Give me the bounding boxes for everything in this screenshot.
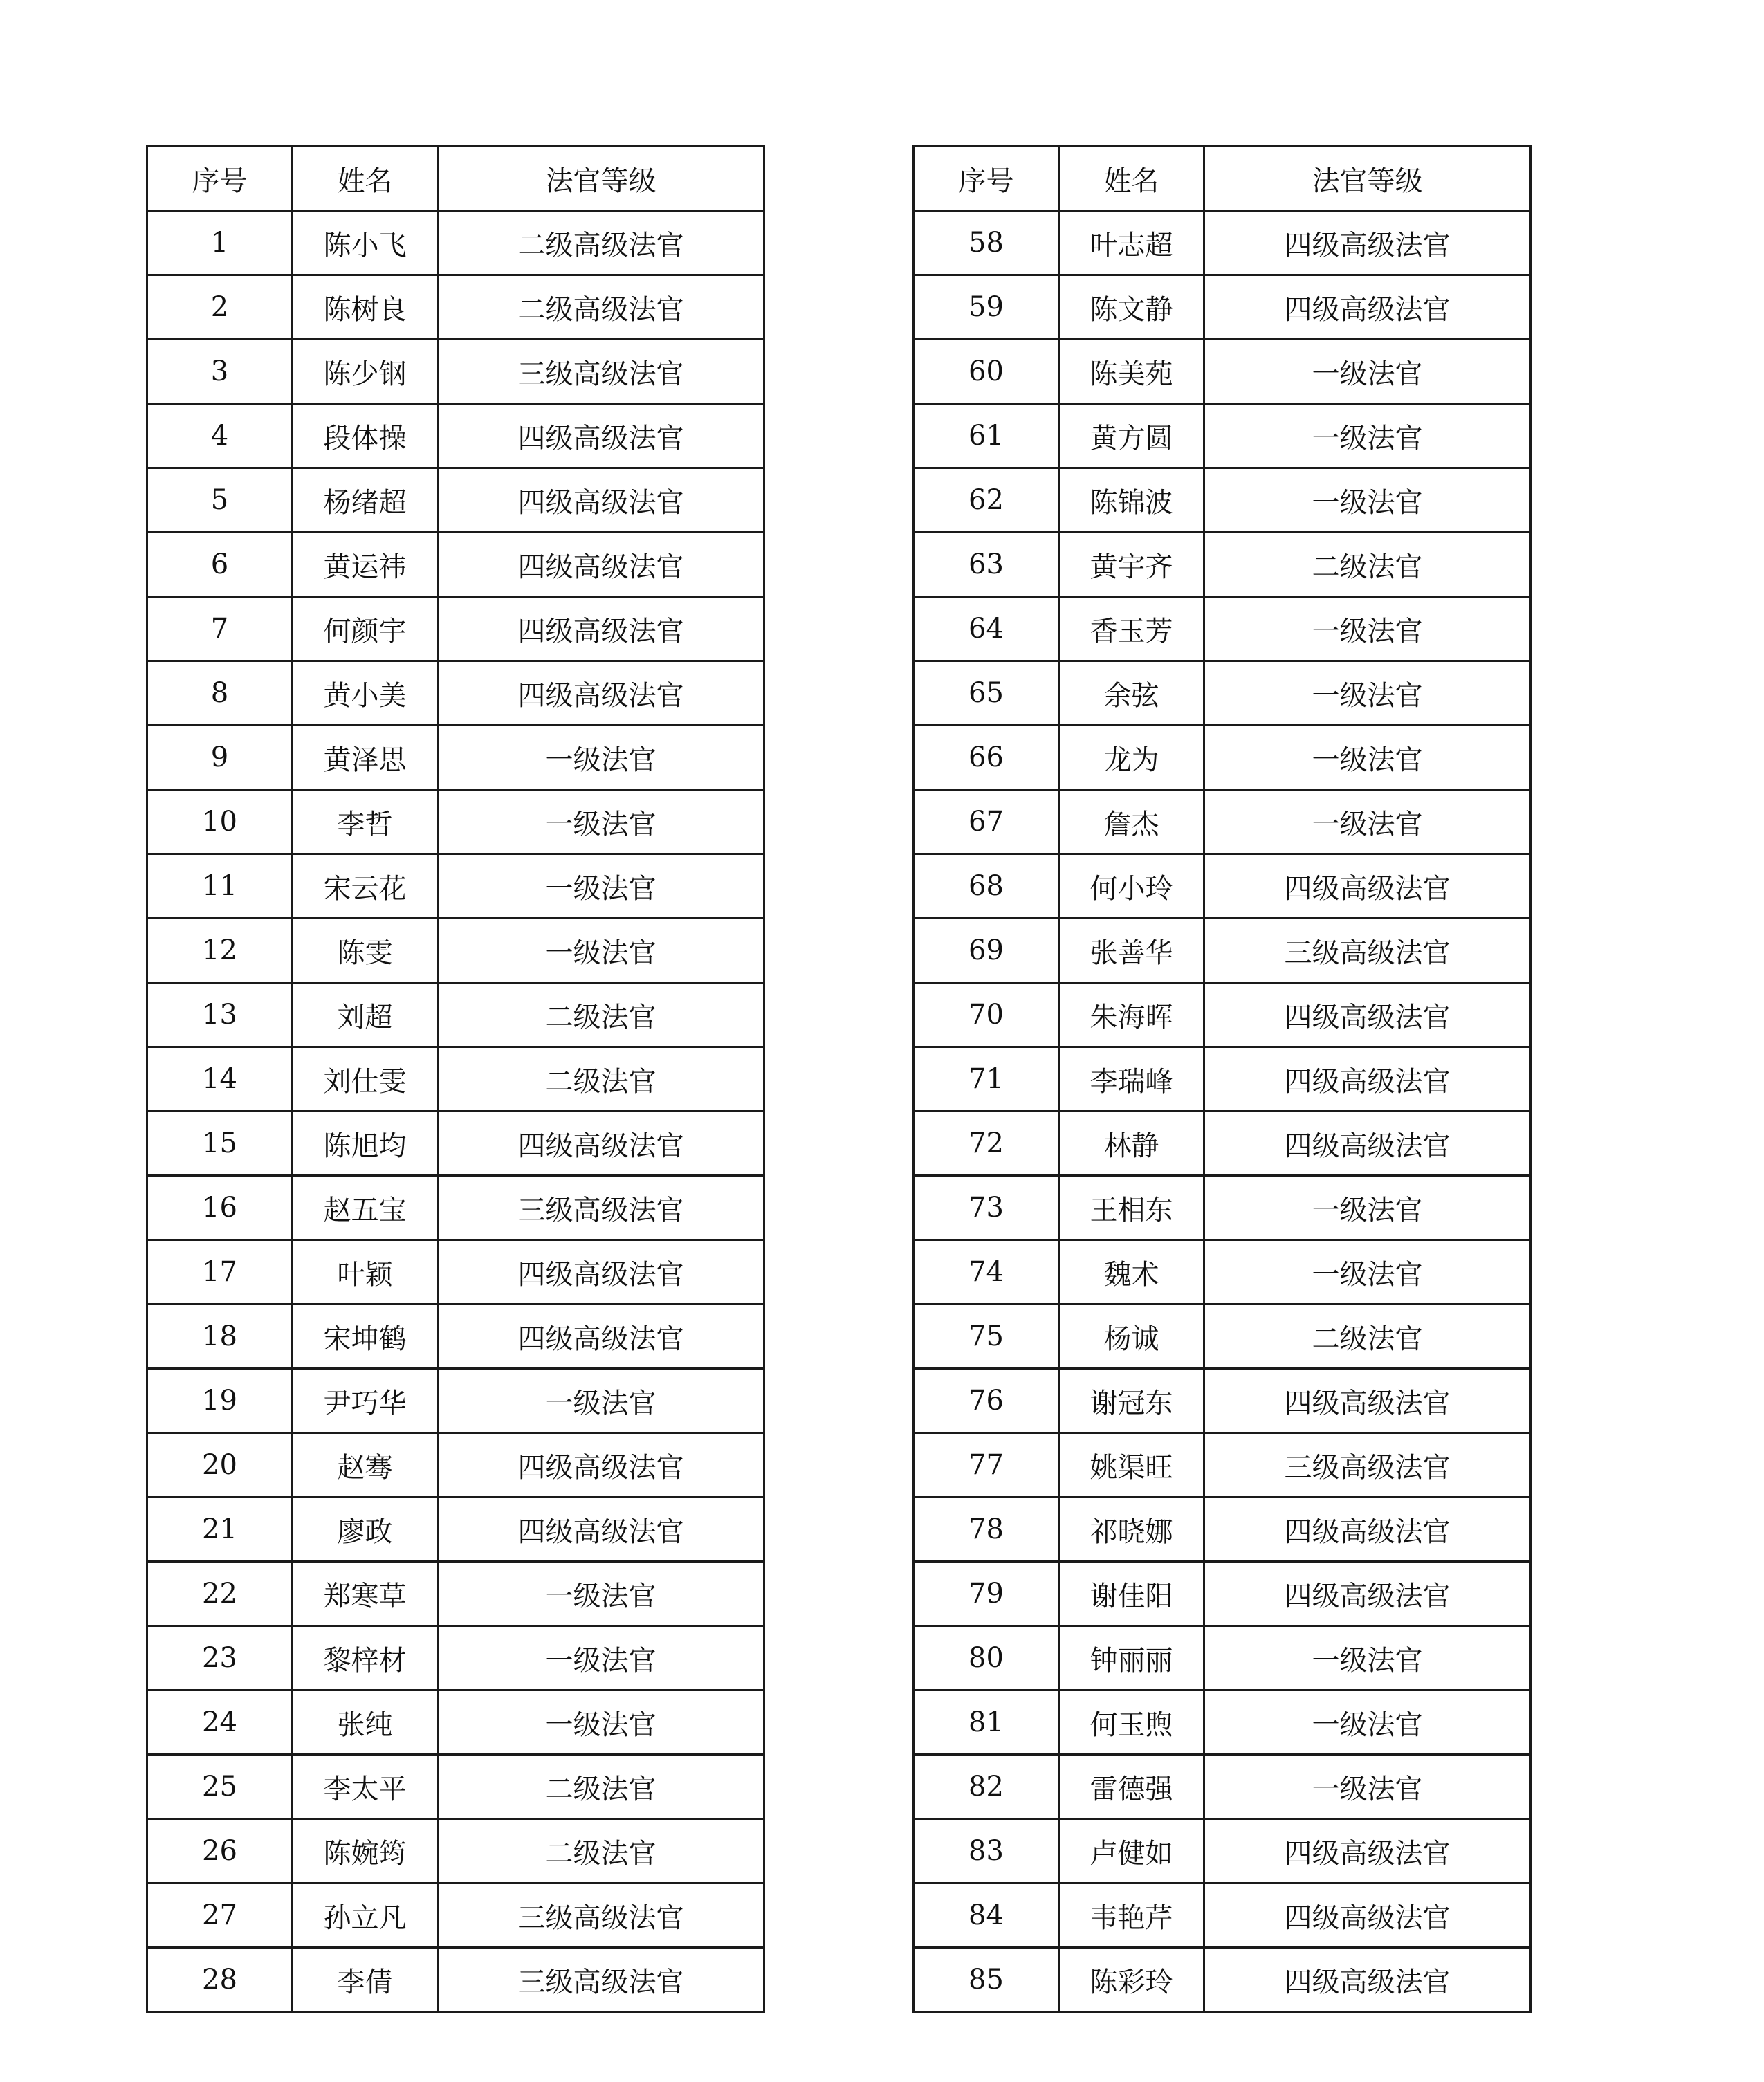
cell-name: 陈文静	[1059, 275, 1204, 340]
cell-judge-level: 四级高级法官	[438, 1498, 764, 1562]
cell-name: 刘仕雯	[293, 1047, 438, 1112]
cell-serial-number: 5	[147, 468, 293, 533]
cell-serial-number: 24	[147, 1691, 293, 1755]
table-row	[914, 1948, 1531, 2012]
cell-judge-level: 四级高级法官	[438, 404, 764, 468]
table-row	[914, 404, 1531, 468]
table-row	[914, 1047, 1531, 1112]
cell-judge-level: 四级高级法官	[1204, 1498, 1531, 1562]
table-row	[914, 1691, 1531, 1755]
table-row	[914, 1176, 1531, 1240]
cell-judge-level: 四级高级法官	[1204, 1948, 1531, 2012]
cell-judge-level: 一级法官	[1204, 661, 1531, 726]
cell-name: 龙为	[1059, 726, 1204, 790]
cell-serial-number: 61	[914, 404, 1059, 468]
cell-serial-number: 68	[914, 854, 1059, 919]
table-row	[914, 1819, 1531, 1883]
table-header-row	[147, 147, 764, 211]
cell-name: 张善华	[1059, 919, 1204, 983]
cell-name: 魏术	[1059, 1240, 1204, 1305]
cell-name: 姚渠旺	[1059, 1433, 1204, 1498]
table-row	[914, 1433, 1531, 1498]
cell-judge-level: 三级高级法官	[1204, 1433, 1531, 1498]
cell-serial-number: 78	[914, 1498, 1059, 1562]
cell-judge-level: 一级法官	[1204, 1240, 1531, 1305]
cell-judge-level: 四级高级法官	[438, 1433, 764, 1498]
cell-name: 叶颖	[293, 1240, 438, 1305]
cell-name: 刘超	[293, 983, 438, 1047]
cell-judge-level: 二级法官	[438, 983, 764, 1047]
cell-name: 李瑞峰	[1059, 1047, 1204, 1112]
cell-name: 陈锦波	[1059, 468, 1204, 533]
cell-serial-number: 26	[147, 1819, 293, 1883]
cell-serial-number: 25	[147, 1755, 293, 1819]
cell-judge-level: 一级法官	[1204, 1626, 1531, 1691]
cell-judge-level: 四级高级法官	[1204, 1819, 1531, 1883]
table-row	[147, 1369, 764, 1433]
cell-serial-number: 66	[914, 726, 1059, 790]
cell-name: 赵五宝	[293, 1176, 438, 1240]
cell-judge-level: 二级高级法官	[438, 275, 764, 340]
table-row	[914, 340, 1531, 404]
cell-judge-level: 三级高级法官	[438, 1883, 764, 1948]
cell-judge-level: 二级法官	[438, 1819, 764, 1883]
cell-name: 王相东	[1059, 1176, 1204, 1240]
table-row	[147, 1883, 764, 1948]
cell-serial-number: 6	[147, 533, 293, 597]
cell-serial-number: 85	[914, 1948, 1059, 2012]
cell-judge-level: 四级高级法官	[1204, 1112, 1531, 1176]
table-row	[147, 726, 764, 790]
header-name: 姓名	[1059, 147, 1204, 211]
cell-judge-level: 二级法官	[438, 1047, 764, 1112]
table-row	[147, 983, 764, 1047]
cell-name: 陈彩玲	[1059, 1948, 1204, 2012]
table-row	[147, 661, 764, 726]
cell-name: 雷德强	[1059, 1755, 1204, 1819]
cell-judge-level: 四级高级法官	[438, 597, 764, 661]
cell-judge-level: 一级法官	[438, 1626, 764, 1691]
cell-judge-level: 一级法官	[1204, 1176, 1531, 1240]
cell-name: 尹巧华	[293, 1369, 438, 1433]
table-row	[147, 1047, 764, 1112]
table-row	[914, 275, 1531, 340]
cell-serial-number: 21	[147, 1498, 293, 1562]
cell-judge-level: 一级法官	[438, 919, 764, 983]
header-judge-level: 法官等级	[1204, 147, 1531, 211]
cell-judge-level: 一级法官	[438, 790, 764, 854]
cell-judge-level: 四级高级法官	[1204, 275, 1531, 340]
cell-name: 谢佳阳	[1059, 1562, 1204, 1626]
header-serial-number: 序号	[914, 147, 1059, 211]
cell-serial-number: 84	[914, 1883, 1059, 1948]
table-row	[147, 1433, 764, 1498]
table-row	[147, 1948, 764, 2012]
cell-name: 黄小美	[293, 661, 438, 726]
cell-name: 黄方圆	[1059, 404, 1204, 468]
cell-name: 谢冠东	[1059, 1369, 1204, 1433]
cell-serial-number: 8	[147, 661, 293, 726]
cell-serial-number: 73	[914, 1176, 1059, 1240]
cell-serial-number: 69	[914, 919, 1059, 983]
table-row	[147, 533, 764, 597]
cell-serial-number: 70	[914, 983, 1059, 1047]
cell-judge-level: 一级法官	[1204, 1755, 1531, 1819]
cell-serial-number: 71	[914, 1047, 1059, 1112]
judge-table-left	[146, 145, 765, 2013]
cell-serial-number: 81	[914, 1691, 1059, 1755]
table-row	[914, 211, 1531, 275]
cell-name: 陈婉筠	[293, 1819, 438, 1883]
cell-judge-level: 四级高级法官	[1204, 1562, 1531, 1626]
table-row	[147, 1626, 764, 1691]
cell-judge-level: 四级高级法官	[1204, 1047, 1531, 1112]
cell-name: 黄宇齐	[1059, 533, 1204, 597]
cell-name: 杨绪超	[293, 468, 438, 533]
header-name: 姓名	[293, 147, 438, 211]
cell-name: 陈美苑	[1059, 340, 1204, 404]
cell-serial-number: 18	[147, 1305, 293, 1369]
cell-serial-number: 58	[914, 211, 1059, 275]
table-row	[147, 597, 764, 661]
table-row	[914, 1112, 1531, 1176]
cell-judge-level: 三级高级法官	[438, 340, 764, 404]
cell-serial-number: 62	[914, 468, 1059, 533]
cell-serial-number: 63	[914, 533, 1059, 597]
table-row	[147, 1498, 764, 1562]
table-row	[914, 726, 1531, 790]
table-row	[147, 854, 764, 919]
cell-serial-number: 72	[914, 1112, 1059, 1176]
cell-serial-number: 10	[147, 790, 293, 854]
cell-judge-level: 二级法官	[1204, 533, 1531, 597]
cell-name: 何颜宇	[293, 597, 438, 661]
cell-judge-level: 四级高级法官	[438, 1305, 764, 1369]
header-judge-level: 法官等级	[438, 147, 764, 211]
table-row	[147, 1691, 764, 1755]
cell-judge-level: 一级法官	[1204, 726, 1531, 790]
table-row	[914, 661, 1531, 726]
cell-serial-number: 22	[147, 1562, 293, 1626]
table-row	[914, 1305, 1531, 1369]
table-row	[147, 1755, 764, 1819]
cell-serial-number: 19	[147, 1369, 293, 1433]
cell-name: 何小玲	[1059, 854, 1204, 919]
table-row	[147, 404, 764, 468]
cell-serial-number: 83	[914, 1819, 1059, 1883]
cell-judge-level: 四级高级法官	[438, 1112, 764, 1176]
table-row	[147, 790, 764, 854]
cell-name: 赵骞	[293, 1433, 438, 1498]
table-row	[914, 597, 1531, 661]
cell-name: 黎梓材	[293, 1626, 438, 1691]
cell-serial-number: 60	[914, 340, 1059, 404]
cell-judge-level: 一级法官	[438, 1691, 764, 1755]
cell-name: 陈树良	[293, 275, 438, 340]
cell-name: 詹杰	[1059, 790, 1204, 854]
cell-serial-number: 13	[147, 983, 293, 1047]
cell-name: 李哲	[293, 790, 438, 854]
cell-judge-level: 四级高级法官	[438, 661, 764, 726]
table-row	[914, 1755, 1531, 1819]
cell-serial-number: 3	[147, 340, 293, 404]
cell-judge-level: 三级高级法官	[438, 1176, 764, 1240]
table-row	[147, 1819, 764, 1883]
cell-serial-number: 77	[914, 1433, 1059, 1498]
table-row	[914, 1883, 1531, 1948]
table-body-left	[147, 211, 764, 2012]
cell-judge-level: 四级高级法官	[1204, 211, 1531, 275]
cell-name: 叶志超	[1059, 211, 1204, 275]
cell-name: 杨诚	[1059, 1305, 1204, 1369]
cell-judge-level: 二级法官	[1204, 1305, 1531, 1369]
cell-judge-level: 一级法官	[1204, 1691, 1531, 1755]
cell-serial-number: 76	[914, 1369, 1059, 1433]
cell-judge-level: 一级法官	[438, 1562, 764, 1626]
cell-name: 李倩	[293, 1948, 438, 2012]
cell-name: 余弦	[1059, 661, 1204, 726]
table-row	[147, 919, 764, 983]
table-row	[147, 1305, 764, 1369]
cell-serial-number: 20	[147, 1433, 293, 1498]
cell-serial-number: 75	[914, 1305, 1059, 1369]
cell-judge-level: 四级高级法官	[1204, 854, 1531, 919]
cell-serial-number: 67	[914, 790, 1059, 854]
cell-judge-level: 四级高级法官	[1204, 1883, 1531, 1948]
cell-serial-number: 12	[147, 919, 293, 983]
cell-name: 黄泽思	[293, 726, 438, 790]
cell-name: 林静	[1059, 1112, 1204, 1176]
cell-name: 张纯	[293, 1691, 438, 1755]
cell-name: 宋云花	[293, 854, 438, 919]
cell-judge-level: 四级高级法官	[1204, 1369, 1531, 1433]
table-row	[914, 1626, 1531, 1691]
table-row	[147, 275, 764, 340]
cell-serial-number: 59	[914, 275, 1059, 340]
cell-serial-number: 65	[914, 661, 1059, 726]
cell-judge-level: 三级高级法官	[438, 1948, 764, 2012]
cell-name: 陈雯	[293, 919, 438, 983]
table-row	[914, 790, 1531, 854]
table-row	[914, 854, 1531, 919]
table-row	[147, 1240, 764, 1305]
cell-serial-number: 28	[147, 1948, 293, 2012]
cell-judge-level: 一级法官	[1204, 790, 1531, 854]
table-body-right	[914, 211, 1531, 2012]
cell-name: 陈少钢	[293, 340, 438, 404]
cell-name: 陈小飞	[293, 211, 438, 275]
table-row	[147, 1176, 764, 1240]
cell-serial-number: 23	[147, 1626, 293, 1691]
table-row	[914, 983, 1531, 1047]
table-row	[914, 1240, 1531, 1305]
cell-serial-number: 27	[147, 1883, 293, 1948]
cell-name: 钟丽丽	[1059, 1626, 1204, 1691]
cell-judge-level: 一级法官	[1204, 468, 1531, 533]
cell-serial-number: 79	[914, 1562, 1059, 1626]
cell-judge-level: 四级高级法官	[438, 468, 764, 533]
cell-judge-level: 一级法官	[438, 726, 764, 790]
cell-name: 李太平	[293, 1755, 438, 1819]
cell-name: 韦艳芹	[1059, 1883, 1204, 1948]
table-row	[914, 1498, 1531, 1562]
table-row	[147, 211, 764, 275]
cell-name: 香玉芳	[1059, 597, 1204, 661]
cell-name: 陈旭均	[293, 1112, 438, 1176]
cell-judge-level: 四级高级法官	[438, 1240, 764, 1305]
cell-name: 郑寒草	[293, 1562, 438, 1626]
table-row	[147, 468, 764, 533]
cell-name: 祁晓娜	[1059, 1498, 1204, 1562]
cell-serial-number: 2	[147, 275, 293, 340]
cell-serial-number: 82	[914, 1755, 1059, 1819]
cell-name: 孙立凡	[293, 1883, 438, 1948]
cell-serial-number: 14	[147, 1047, 293, 1112]
cell-name: 段体操	[293, 404, 438, 468]
cell-serial-number: 15	[147, 1112, 293, 1176]
table-row	[914, 468, 1531, 533]
cell-name: 黄运祎	[293, 533, 438, 597]
cell-judge-level: 四级高级法官	[438, 533, 764, 597]
cell-name: 卢健如	[1059, 1819, 1204, 1883]
cell-serial-number: 7	[147, 597, 293, 661]
judge-table-right	[912, 145, 1532, 2013]
cell-name: 廖政	[293, 1498, 438, 1562]
table-row	[914, 1369, 1531, 1433]
table-row	[147, 1562, 764, 1626]
table-row	[914, 533, 1531, 597]
cell-name: 朱海晖	[1059, 983, 1204, 1047]
cell-judge-level: 一级法官	[1204, 404, 1531, 468]
cell-judge-level: 四级高级法官	[1204, 983, 1531, 1047]
cell-name: 何玉煦	[1059, 1691, 1204, 1755]
cell-judge-level: 一级法官	[1204, 340, 1531, 404]
cell-serial-number: 17	[147, 1240, 293, 1305]
cell-serial-number: 11	[147, 854, 293, 919]
cell-judge-level: 一级法官	[438, 1369, 764, 1433]
table-row	[147, 340, 764, 404]
table-row	[914, 1562, 1531, 1626]
cell-name: 宋坤鹤	[293, 1305, 438, 1369]
header-serial-number: 序号	[147, 147, 293, 211]
cell-serial-number: 64	[914, 597, 1059, 661]
cell-serial-number: 80	[914, 1626, 1059, 1691]
table-row	[914, 919, 1531, 983]
cell-judge-level: 二级法官	[438, 1755, 764, 1819]
table-header-row	[914, 147, 1531, 211]
cell-serial-number: 9	[147, 726, 293, 790]
cell-judge-level: 二级高级法官	[438, 211, 764, 275]
cell-serial-number: 16	[147, 1176, 293, 1240]
cell-judge-level: 三级高级法官	[1204, 919, 1531, 983]
cell-serial-number: 4	[147, 404, 293, 468]
cell-serial-number: 1	[147, 211, 293, 275]
cell-judge-level: 一级法官	[1204, 597, 1531, 661]
cell-serial-number: 74	[914, 1240, 1059, 1305]
cell-judge-level: 一级法官	[438, 854, 764, 919]
table-row	[147, 1112, 764, 1176]
